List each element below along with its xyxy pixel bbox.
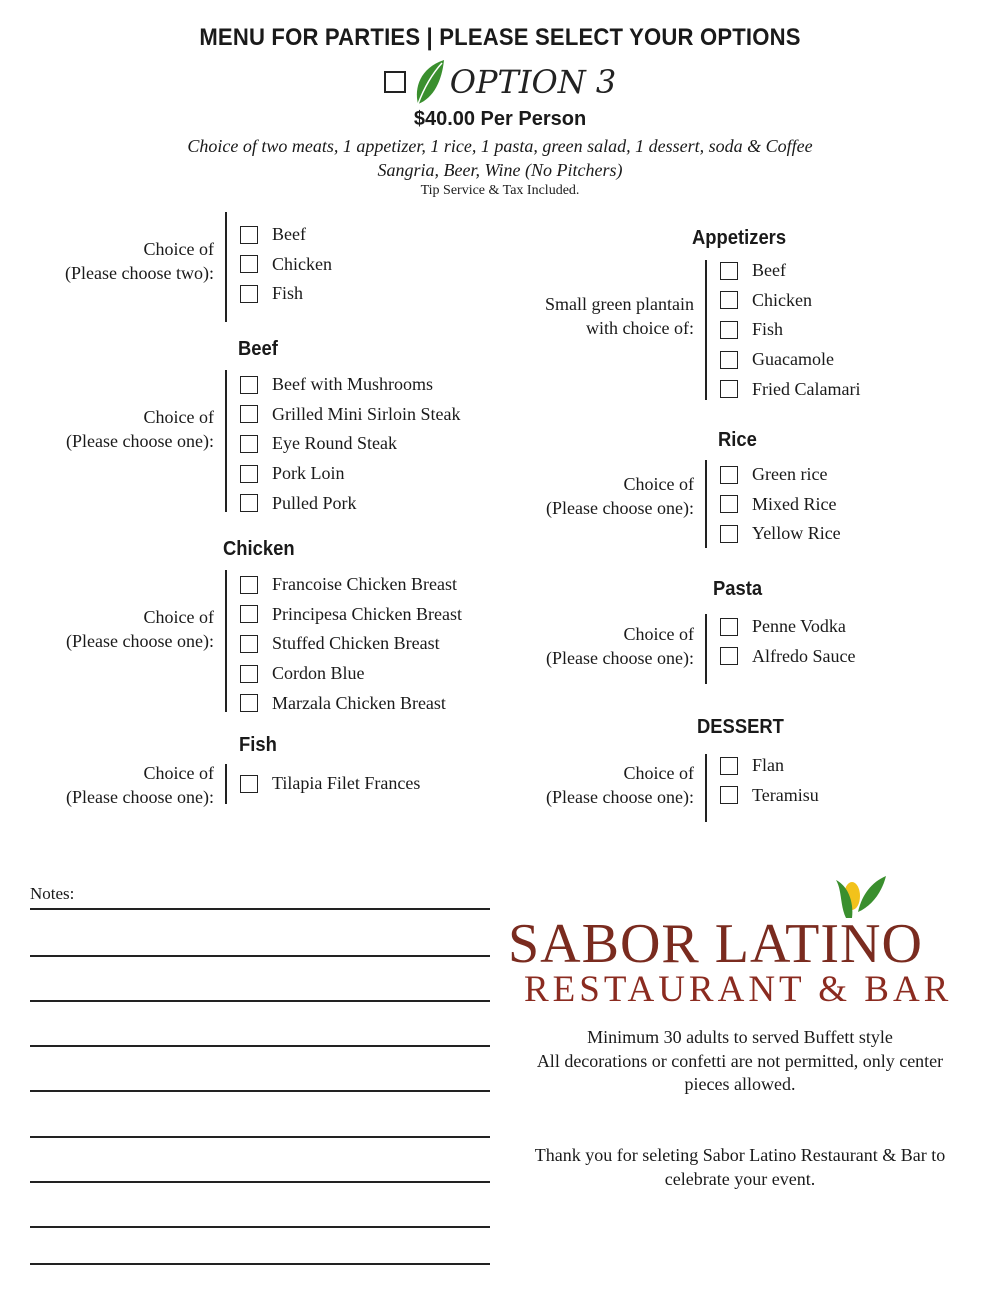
notes-line[interactable] <box>30 1136 490 1138</box>
notes-line[interactable] <box>30 955 490 957</box>
checkbox[interactable] <box>240 465 258 483</box>
checkbox[interactable] <box>240 376 258 394</box>
notes-line[interactable] <box>30 1181 490 1183</box>
option-yellow-rice[interactable]: Yellow Rice <box>720 519 841 549</box>
price: $40.00 Per Person <box>413 108 587 130</box>
beef-heading: Beef <box>238 338 278 360</box>
checkbox[interactable] <box>240 665 258 683</box>
chicken-choice-label: Choice of (Please choose one): <box>66 607 214 651</box>
checkbox[interactable] <box>720 351 738 369</box>
logo-title: SABOR LATINO <box>508 913 923 975</box>
option-label: OPTION 3 <box>449 63 617 101</box>
notes-line[interactable] <box>30 1000 490 1002</box>
checkbox[interactable] <box>720 495 738 513</box>
description: Choice of two meats, 1 appetizer, 1 rice, 1 pasta, green salad, 1 dessert, soda & Coffee <box>187 136 813 156</box>
fish-options <box>240 769 420 799</box>
option-pork-loin[interactable]: Pork Loin <box>240 459 461 489</box>
pasta-options <box>720 612 855 671</box>
checkbox[interactable] <box>720 618 738 636</box>
dessert-choice-label: Choice of (Please choose one): <box>546 763 694 807</box>
dessert-heading: DESSERT <box>697 716 784 738</box>
option-alfredo[interactable]: Alfredo Sauce <box>720 642 855 672</box>
appetizers-options <box>720 256 860 404</box>
dessert-options <box>720 751 819 810</box>
pasta-heading: Pasta <box>713 578 763 600</box>
option-header <box>0 58 1000 106</box>
option-app-calamari[interactable]: Fried Calamari <box>720 374 860 404</box>
option-app-chicken[interactable]: Chicken <box>720 286 860 316</box>
divider <box>225 212 227 322</box>
option-pulled-pork[interactable]: Pulled Pork <box>240 488 461 518</box>
option-stuffed[interactable]: Stuffed Chicken Breast <box>240 629 462 659</box>
logo-subtitle: RESTAURANT & BAR <box>524 969 953 1010</box>
divider <box>705 614 707 684</box>
option-principesa[interactable]: Principesa Chicken Breast <box>240 600 462 630</box>
beef-choice-label: Choice of (Please choose one): <box>66 407 214 451</box>
checkbox[interactable] <box>240 226 258 244</box>
option-francoise[interactable]: Francoise Chicken Breast <box>240 570 462 600</box>
tip-note: Tip Service & Tax Included. <box>420 183 580 198</box>
chicken-heading: Chicken <box>223 538 295 560</box>
divider <box>705 460 707 548</box>
checkbox[interactable] <box>240 635 258 653</box>
checkbox[interactable] <box>720 647 738 665</box>
rice-heading: Rice <box>718 429 757 451</box>
divider <box>705 754 707 822</box>
option-checkbox[interactable] <box>384 71 406 93</box>
notes-line[interactable] <box>30 1263 490 1265</box>
notes-line[interactable] <box>30 1226 490 1228</box>
option-app-fish[interactable]: Fish <box>720 315 860 345</box>
page-title: MENU FOR PARTIES | PLEASE SELECT YOUR OPTIONS <box>199 24 801 51</box>
notes-line[interactable] <box>30 1045 490 1047</box>
checkbox[interactable] <box>720 380 738 398</box>
divider <box>705 260 707 400</box>
rice-options <box>720 460 841 549</box>
notes-line[interactable] <box>30 908 490 910</box>
checkbox[interactable] <box>240 694 258 712</box>
option-green-rice[interactable]: Green rice <box>720 460 841 490</box>
fish-choice-label: Choice of (Please choose one): <box>66 763 214 807</box>
checkbox[interactable] <box>240 255 258 273</box>
checkbox[interactable] <box>720 757 738 775</box>
divider <box>225 764 227 804</box>
drinks-description: Sangria, Beer, Wine (No Pitchers) <box>377 160 623 180</box>
option-app-beef[interactable]: Beef <box>720 256 860 286</box>
option-cordon-blue[interactable]: Cordon Blue <box>240 659 462 689</box>
beef-options <box>240 370 461 518</box>
checkbox[interactable] <box>240 405 258 423</box>
checkbox[interactable] <box>240 435 258 453</box>
option-beef[interactable]: Beef <box>240 220 332 250</box>
option-fish[interactable]: Fish <box>240 279 332 309</box>
checkbox[interactable] <box>720 466 738 484</box>
option-penne-vodka[interactable]: Penne Vodka <box>720 612 855 642</box>
rice-choice-label: Choice of (Please choose one): <box>546 474 694 518</box>
option-app-guacamole[interactable]: Guacamole <box>720 345 860 375</box>
option-flan[interactable]: Flan <box>720 751 819 781</box>
checkbox[interactable] <box>720 525 738 543</box>
checkbox[interactable] <box>240 285 258 303</box>
fish-heading: Fish <box>239 734 277 756</box>
thank-you-note: Thank you for seleting Sabor Latino Restaurant & Bar to celebrate your event. <box>534 1145 946 1189</box>
option-tilapia[interactable]: Tilapia Filet Frances <box>240 769 420 799</box>
checkbox[interactable] <box>720 291 738 309</box>
pasta-choice-label: Choice of (Please choose one): <box>546 624 694 668</box>
option-chicken[interactable]: Chicken <box>240 250 332 280</box>
option-marzala[interactable]: Marzala Chicken Breast <box>240 688 462 718</box>
checkbox[interactable] <box>720 262 738 280</box>
option-mixed-rice[interactable]: Mixed Rice <box>720 490 841 520</box>
appetizers-choice-label: Small green plantain with choice of: <box>545 294 694 338</box>
option-teramisu[interactable]: Teramisu <box>720 781 819 811</box>
leaf-icon <box>412 58 446 106</box>
divider <box>225 370 227 512</box>
option-eye-round[interactable]: Eye Round Steak <box>240 429 461 459</box>
notes-label: Notes: <box>30 884 75 903</box>
divider <box>225 570 227 712</box>
checkbox[interactable] <box>240 576 258 594</box>
chicken-options <box>240 570 462 718</box>
meats-options <box>240 220 332 309</box>
checkbox[interactable] <box>240 494 258 512</box>
checkbox[interactable] <box>720 786 738 804</box>
checkbox[interactable] <box>240 775 258 793</box>
appetizers-heading: Appetizers <box>692 227 787 249</box>
checkbox[interactable] <box>720 321 738 339</box>
meats-choice-label: Choice of (Please choose two): <box>65 239 214 283</box>
minimum-note: Minimum 30 adults to served Buffett style All decorations or confetti are not permitted, only center pieces allowed. <box>536 1027 944 1094</box>
notes-line[interactable] <box>30 1090 490 1092</box>
checkbox[interactable] <box>240 605 258 623</box>
option-beef-mushrooms[interactable]: Beef with Mushrooms <box>240 370 461 400</box>
option-sirloin[interactable]: Grilled Mini Sirloin Steak <box>240 400 461 430</box>
